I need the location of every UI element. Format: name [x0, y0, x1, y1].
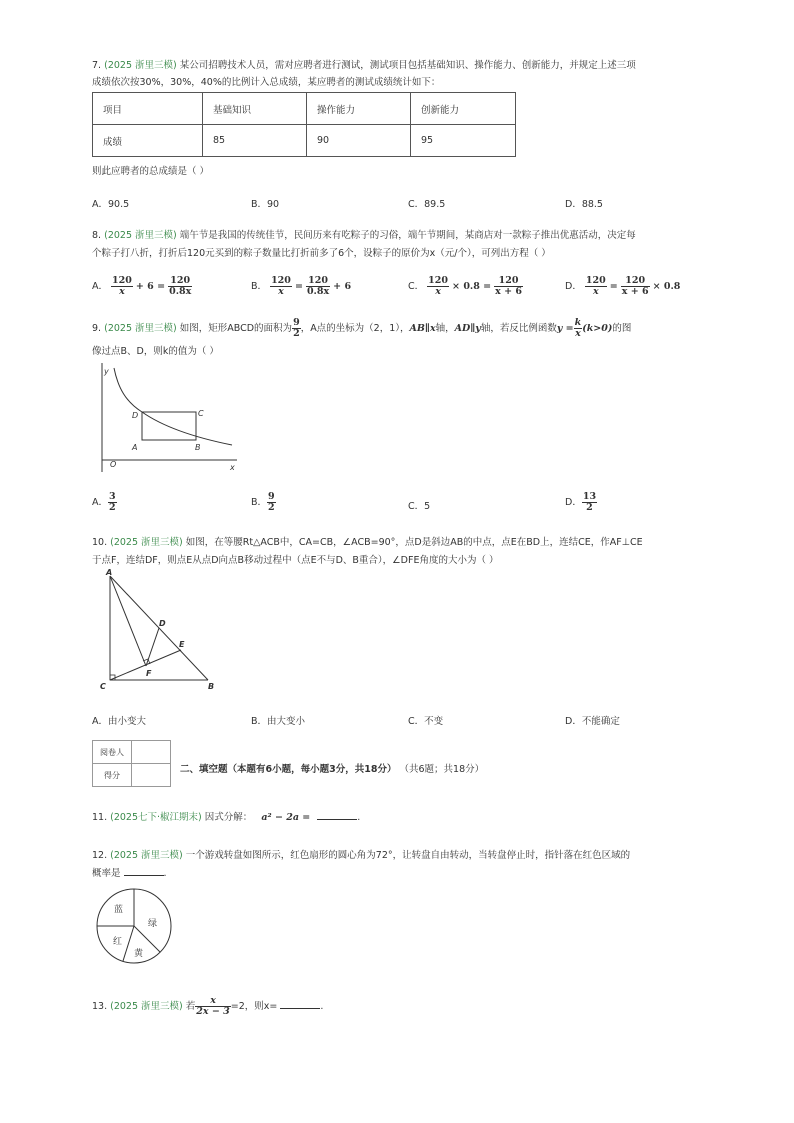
fraction [270, 276, 292, 297]
q7-source: (2025 浙里三模) [104, 60, 177, 71]
q11-number: 11. [92, 812, 108, 823]
option-label: A． [92, 281, 108, 292]
denominator: x [119, 286, 125, 297]
table-cell: 95 [411, 125, 516, 157]
q8-option-a [92, 276, 192, 297]
sector-green-label: 绿 [148, 919, 158, 929]
fraction [427, 276, 449, 297]
q7-number: 7. [92, 60, 102, 71]
q10-option-a: A．由小变大 [92, 716, 146, 727]
q10-text2: 于点F，连结DF，则点E从点D向点B移动过程中（点E不与D、B重合），∠DFE角度的大小为（ ） [92, 555, 499, 566]
q9-text: 的图 [612, 323, 632, 334]
q10-text1: 如图，在等腰Rt△ACB中，CA=CB，∠ACB=90°，点D是斜边AB的中点，点E在BD上，连结CE，作AF⊥CE [185, 537, 643, 548]
q13-text: =2，则x= [230, 1001, 278, 1012]
q10-option-c: C．不变 [408, 716, 444, 727]
numerator: 120 [306, 276, 330, 287]
table-cell: 90 [307, 125, 411, 157]
table-row [93, 125, 516, 157]
label-a: A [106, 568, 113, 577]
numerator: 3 [109, 491, 116, 502]
option-label: B． [251, 281, 268, 292]
q10-figure [96, 566, 226, 692]
q11-line [92, 809, 360, 823]
q11-end: . [357, 812, 361, 823]
label-y: y [104, 367, 109, 376]
numerator: x [195, 996, 230, 1007]
denominator: 0.8x [306, 286, 330, 297]
numerator: 9 [293, 317, 300, 328]
answer-blank[interactable] [280, 1008, 320, 1009]
q13-number: 13. [92, 1001, 108, 1012]
q9-ab-parallel: AB∥x [409, 323, 436, 334]
label-d: D [159, 619, 166, 628]
grader-input[interactable] [132, 741, 171, 764]
q12-end: . [163, 868, 167, 879]
q12-spinner-figure [94, 886, 176, 968]
answer-blank[interactable] [124, 875, 164, 876]
q9-option-c: C．5 [408, 501, 431, 512]
numerator: 120 [168, 276, 192, 287]
q9-option-b [251, 492, 276, 513]
fraction [108, 492, 117, 513]
answer-blank[interactable] [317, 819, 357, 820]
option-label: D． [565, 497, 582, 508]
label-o: O [110, 460, 117, 469]
q9-text: 如图，矩形ABCD的面积为 [179, 323, 293, 334]
table-row [93, 741, 171, 764]
option-label: D． [565, 281, 582, 292]
operator: = [294, 281, 303, 292]
q8-text1: 端午节是我国的传统佳节，民间历来有吃粽子的习俗，端午节期间，某商店对一款粽子推出优惠活动，决定每 [179, 230, 636, 241]
numerator: 120 [621, 276, 650, 287]
q13-line [92, 996, 323, 1017]
label-b: B [208, 682, 215, 691]
q8-option-d [565, 276, 680, 297]
table-cell: 项目 [93, 93, 203, 125]
q9-function-condition: (k>0) [582, 323, 613, 334]
q7-option-d: D．88.5 [565, 199, 603, 210]
q7-question: 则此应聘者的总成绩是（ ） [92, 166, 210, 177]
q8-option-b [251, 276, 351, 297]
spinner-radius [123, 926, 134, 961]
q9-option-a [92, 492, 117, 513]
label-b: B [195, 443, 201, 452]
denominator: 2 [293, 328, 300, 339]
q7-line1 [92, 57, 636, 75]
denominator: x [575, 328, 581, 339]
q12-text2: 概率是 [92, 868, 121, 879]
q11-source: (2025七下·椒江期末) [110, 812, 202, 823]
q9-line1 [92, 318, 631, 340]
table-cell: 85 [203, 125, 307, 157]
q10-option-d: D．不能确定 [565, 716, 620, 727]
q13-source: (2025 浙里三模) [110, 1001, 183, 1012]
option-label: B． [251, 497, 268, 508]
denominator: x [278, 286, 284, 297]
segment-af [110, 576, 146, 666]
operator: = [609, 281, 618, 292]
numerator: 120 [271, 275, 291, 286]
fraction [267, 492, 276, 513]
fraction [582, 492, 597, 513]
sector-yellow-label: 黄 [134, 949, 144, 959]
section2-title: 二、填空题（本题有6小题，每小题3分，共18分） [180, 764, 397, 775]
q11-text: 因式分解： [204, 812, 253, 823]
denominator: x + 6 [495, 286, 522, 297]
table-cell: 基础知识 [203, 93, 307, 125]
numerator: 120 [494, 276, 523, 287]
q11-expression: a² − 2a = [261, 812, 311, 823]
fraction [306, 276, 330, 297]
sector-red-label: 红 [113, 937, 123, 947]
q7-text2: 成绩依次按30%，30%，40%的比例计入总成绩，某应聘者的测试成绩统计如下： [92, 77, 441, 88]
numerator: 9 [268, 491, 275, 502]
q10-source: (2025 浙里三模) [110, 537, 183, 548]
q13-text: 若 [185, 1001, 196, 1012]
denominator: 2 [586, 502, 593, 513]
q8-text2: 个粽子打八折，打折后120元买到的粽子数量比打折前多了6个，设粽子的原价为x（元/个），可列出方程（ ） [92, 248, 551, 259]
numerator: 120 [112, 275, 132, 286]
table-cell: 操作能力 [307, 93, 411, 125]
q10-option-b: B．由大变小 [251, 716, 306, 727]
table-cell: 成绩 [93, 125, 203, 157]
q7-option-a: A．90.5 [92, 199, 130, 210]
fraction [168, 276, 192, 297]
denominator: 2 [109, 502, 116, 513]
label-x: x [230, 463, 235, 472]
q10-line1 [92, 534, 643, 552]
q8-number: 8. [92, 230, 102, 241]
q9-figure [92, 360, 242, 475]
table-cell: 创新能力 [411, 93, 516, 125]
q12-line2 [92, 865, 167, 883]
numerator: 120 [585, 275, 606, 286]
grader-box [92, 740, 171, 787]
label-d: D [132, 411, 139, 420]
sector-blue-label: 蓝 [114, 905, 124, 915]
denominator: 0.8x [169, 286, 192, 297]
operator: + 6 = [135, 281, 166, 292]
label-f: F [146, 669, 152, 678]
score-input[interactable] [132, 764, 171, 787]
q9-source: (2025 浙里三模) [104, 323, 177, 334]
hyperbola-curve [114, 368, 232, 445]
q13-fraction [195, 996, 230, 1017]
option-label: C． [408, 281, 425, 292]
fraction [621, 276, 650, 297]
grader-label: 阅卷人 [93, 741, 132, 764]
numerator: 13 [582, 491, 597, 502]
option-label: A． [92, 497, 108, 508]
q7-text1: 某公司招聘技术人员，需对应聘者进行测试，测试项目包括基础知识、操作能力、创新能力，并规定上述三项 [179, 60, 636, 71]
denominator: x [592, 286, 599, 297]
fraction [585, 276, 607, 297]
denominator: x [435, 286, 441, 297]
table-row [93, 764, 171, 787]
label-a: A [132, 443, 138, 452]
label-e: E [179, 640, 185, 649]
denominator: 2x − 3 [196, 1006, 230, 1017]
q9-ad-parallel: AD∥y [454, 323, 481, 334]
rectangle-abcd [142, 412, 196, 440]
q8-option-c [408, 276, 523, 297]
q9-text2: 像过点B、D，则k的值为（ ） [92, 346, 219, 357]
operator: + 6 [333, 281, 352, 292]
q12-text1: 一个游戏转盘如图所示，红色扇形的圆心角为72°，让转盘自由转动，当转盘停止时，指针落在红色区域的 [185, 850, 631, 861]
q13-end: . [320, 1001, 324, 1012]
q9-text: 轴， [435, 323, 455, 334]
q9-function-lhs: y = [556, 323, 574, 334]
q8-line1 [92, 227, 636, 245]
q9-text: ，A点的坐标为（2，1）， [300, 323, 410, 334]
section2-header [180, 761, 484, 775]
q12-source: (2025 浙里三模) [110, 850, 183, 861]
section2-meta: （共6题；共18分） [399, 764, 485, 775]
q8-source: (2025 浙里三模) [104, 230, 177, 241]
q9-function-fraction [574, 318, 583, 339]
numerator: k [574, 317, 582, 328]
q7-option-c: C．89.5 [408, 199, 446, 210]
operator: × 0.8 = [452, 281, 492, 292]
denominator: x + 6 [621, 286, 649, 297]
table-row [93, 93, 516, 125]
q10-number: 10. [92, 537, 108, 548]
q9-text: 轴，若反比例函数 [480, 323, 557, 334]
q9-option-d [565, 492, 597, 513]
q9-area-fraction [292, 318, 301, 339]
score-label: 得分 [93, 764, 132, 787]
q7-score-table [92, 92, 516, 157]
fraction [494, 276, 523, 297]
label-c: C [100, 682, 106, 691]
q12-number: 12. [92, 850, 108, 861]
operator: × 0.8 [652, 281, 681, 292]
fraction [111, 276, 133, 297]
q9-number: 9. [92, 323, 102, 334]
label-c: C [198, 409, 204, 418]
q7-option-b: B．90 [251, 199, 280, 210]
q12-line1 [92, 847, 630, 865]
numerator: 120 [428, 275, 449, 286]
denominator: 2 [268, 502, 275, 513]
